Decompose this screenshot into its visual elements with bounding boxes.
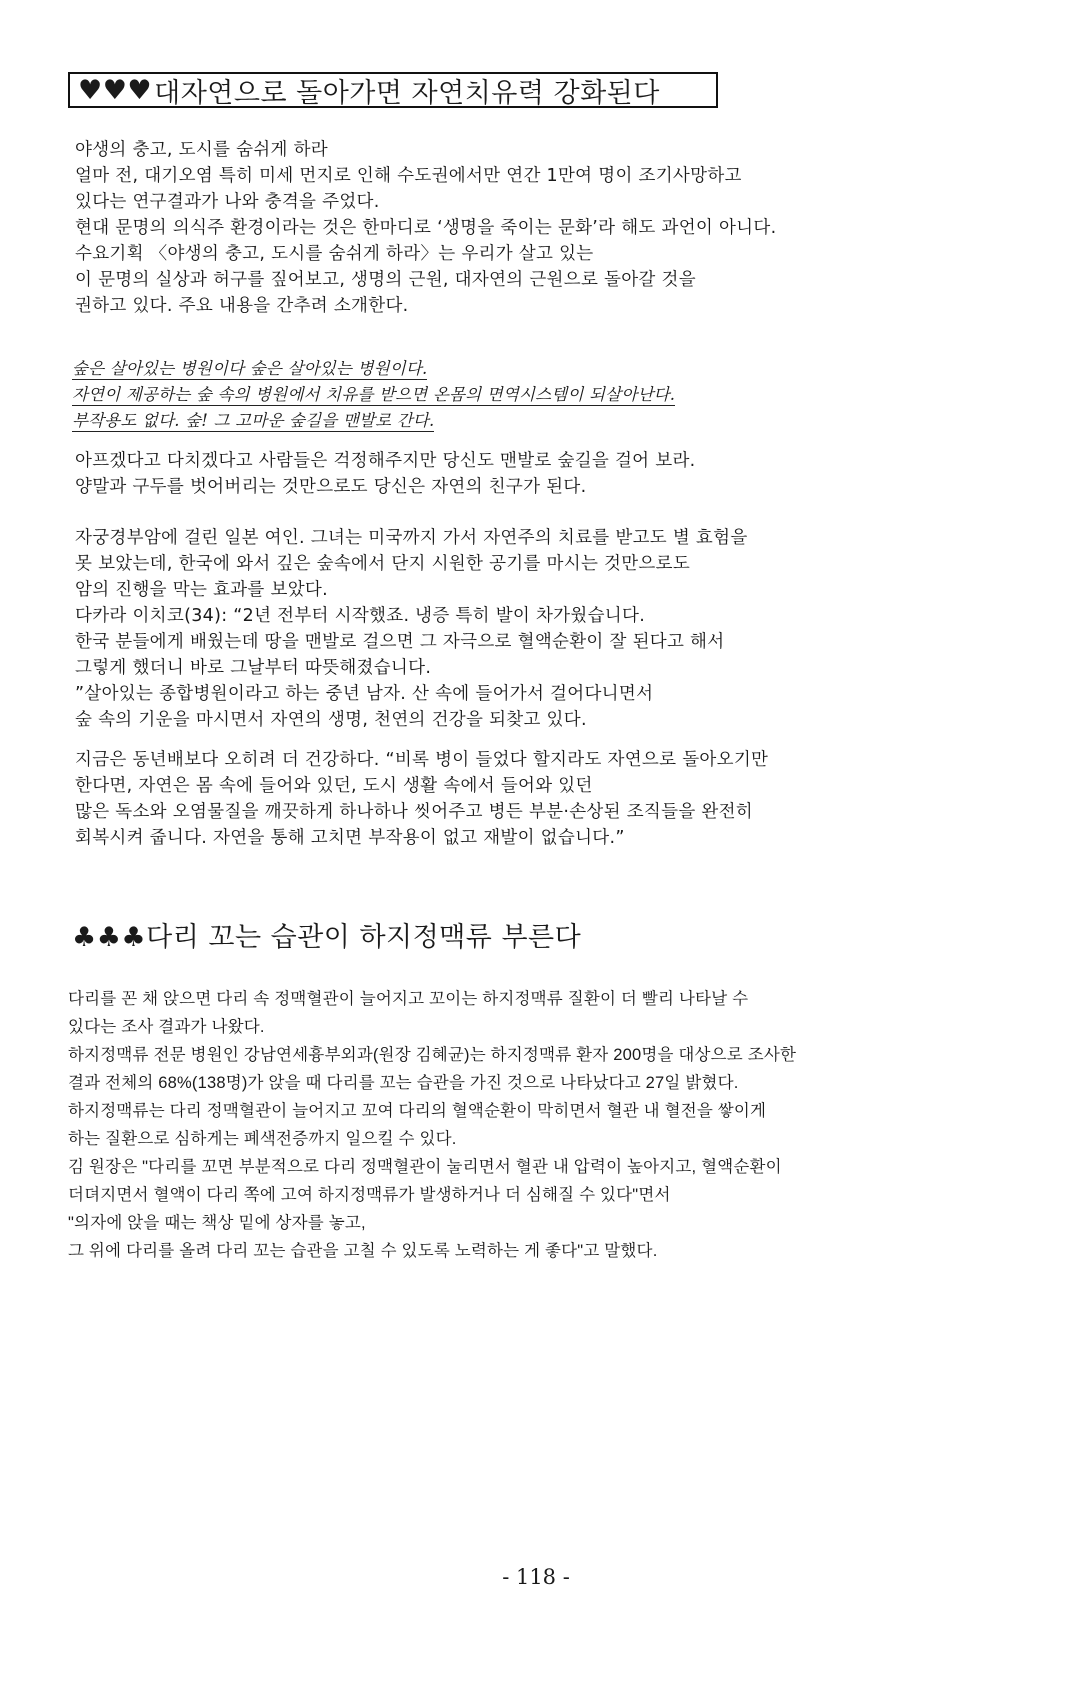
intro-line: 얼마 전, 대기오염 특히 미세 먼지로 인해 수도권에서만 연간 1만여 명이 조기사망하고 [75,166,742,186]
paragraph-line: 한국 분들에게 배웠는데 땅을 맨발로 걸으면 그 자극으로 혈액순환이 잘 된다고 해서 [75,632,725,652]
paragraph-line: ”살아있는 종합병원이라고 하는 중년 남자. 산 속에 들어가서 걸어다니면서 [75,684,654,704]
section2-line: 다리를 꼰 채 앉으면 다리 속 정맥혈관이 늘어지고 꼬이는 하지정맥류 질환이 더 빨리 나타날 수 [68,990,749,1008]
section2-line: 하지정맥류 전문 병원인 강남연세흉부외과(원장 김혜균)는 하지정맥류 환자 200명을 대상으로 조사한 [68,1046,797,1064]
section2-line: 하지정맥류는 다리 정맥혈관이 늘어지고 꼬여 다리의 혈액순환이 막히면서 혈관 내 혈전을 쌓이게 [68,1102,767,1120]
section2-line: 더뎌지면서 혈액이 다리 쪽에 고여 하지정맥류가 발생하거나 더 심해질 수 있다"면서 [68,1186,671,1204]
paragraph-line: 한다면, 자연은 몸 속에 들어와 있던, 도시 생활 속에서 들어와 있던 [75,776,593,796]
paragraph-testimony [75,525,748,733]
intro-line: 야생의 충고, 도시를 숨쉬게 하라 [75,140,328,160]
paragraph-line: 양말과 구두를 벗어버리는 것만으로도 당신은 자연의 친구가 된다. [75,477,587,497]
page-number: - 118 - [502,1565,570,1589]
paragraph-line: 회복시켜 줍니다. 자연을 통해 고치면 부작용이 없고 재발이 없습니다.” [75,828,625,848]
paragraph-line: 많은 독소와 오염물질을 깨끗하게 하나하나 씻어주고 병든 부분·손상된 조직들을 완전히 [75,802,754,822]
paragraph-recovery [75,747,768,851]
intro-line: 이 문명의 실상과 허구를 짚어보고, 생명의 근원, 대자연의 근원으로 돌아갈 것을 [75,270,696,290]
section2-line: 결과 전체의 68%(138명)가 앉을 때 다리를 꼬는 습관을 가진 것으로 나타났다고 27일 밝혔다. [68,1074,739,1092]
paragraph-line: 지금은 동년배보다 오히려 더 건강하다. “비록 병이 들었다 할지라도 자연으로 돌아오기만 [75,750,769,770]
section2-line: 김 원장은 "다리를 꼬면 부분적으로 다리 정맥혈관이 눌리면서 혈관 내 압력이 높아지고, 혈액순환이 [68,1158,782,1176]
handwritten-note [72,356,675,434]
paragraph-line: 아프겠다고 다치겠다고 사람들은 걱정해주지만 당신도 맨발로 숲길을 걸어 보라. [75,451,696,471]
section2-line: 있다는 조사 결과가 나왔다. [68,1018,265,1036]
section2-line: 하는 질환으로 심하게는 폐색전증까지 일으킬 수 있다. [68,1130,457,1148]
paragraph-line: 그렇게 했더니 바로 그날부터 따뜻해졌습니다. [75,658,432,678]
intro-line: 현대 문명의 의식주 환경이라는 것은 한마디로 ‘생명을 죽이는 문화’라 해도 과언이 아니다. [75,218,777,238]
club-icons: ♣♣♣ [72,922,147,953]
paragraph-line: 못 보았는데, 한국에 와서 깊은 숲속에서 단지 시원한 공기를 마시는 것만으로도 [75,554,691,574]
intro-paragraph [75,137,776,319]
intro-line: 수요기획 〈야생의 충고, 도시를 숨쉬게 하라〉는 우리가 살고 있는 [75,244,594,264]
paragraph-barefoot [75,448,696,500]
section2-title: 다리 꼬는 습관이 하지정맥류 부른다 [146,922,582,953]
section1-title: 대자연으로 돌아가면 자연치유력 강화된다 [154,77,660,109]
paragraph-line: 숲 속의 기운을 마시면서 자연의 생명, 천연의 건강을 되찾고 있다. [75,710,587,730]
intro-line: 있다는 연구결과가 나와 충격을 주었다. [75,192,380,212]
handwritten-line: 숲은 살아있는 병원이다 숲은 살아있는 병원이다. [72,359,428,378]
section2-body [68,985,796,1265]
handwritten-line: 부작용도 없다. 숲! 그 고마운 숲길을 맨발로 간다. [72,411,435,430]
section2-line: 그 위에 다리를 올려 다리 꼬는 습관을 고칠 수 있도록 노력하는 게 좋다"고 말했다. [68,1242,658,1260]
handwritten-line: 자연이 제공하는 숲 속의 병원에서 치유를 받으면 온몸의 면역시스템이 되살아난다. [72,385,676,404]
paragraph-line: 암의 진행을 막는 효과를 보았다. [75,580,328,600]
heart-icons: ♥♥♥ [78,74,153,106]
section1-title-box [68,72,718,108]
paragraph-line: 자궁경부암에 걸린 일본 여인. 그녀는 미국까지 가서 자연주의 치료를 받고도 별 효험을 [75,528,748,548]
intro-line: 권하고 있다. 주요 내용을 간추려 소개한다. [75,296,409,316]
section2-line: "의자에 앉을 때는 책상 밑에 상자를 놓고, [68,1214,366,1232]
section2-heading [72,915,581,954]
paragraph-line: 다카라 이치코(34): “2년 전부터 시작했죠. 냉증 특히 발이 차가웠습니다. [75,606,646,626]
